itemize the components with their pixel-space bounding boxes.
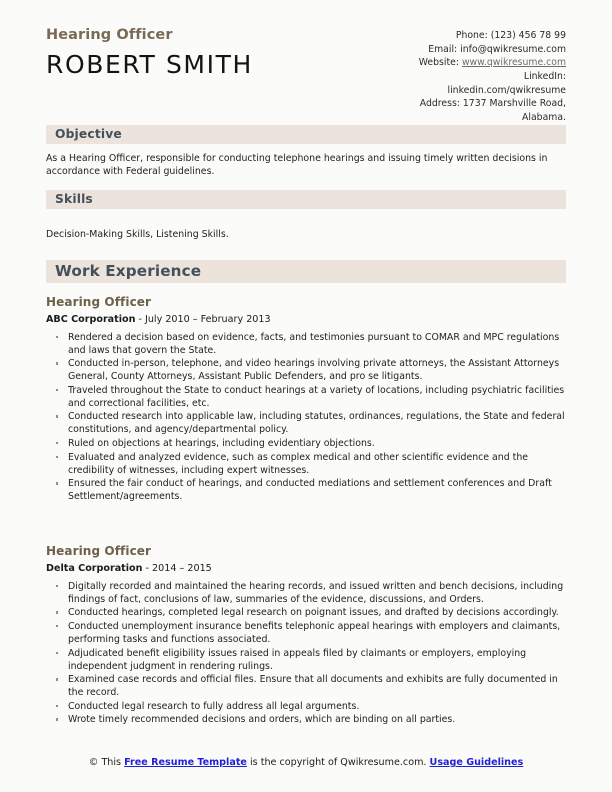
skills-text: Decision-Making Skills, Listening Skills. (46, 228, 229, 240)
job-bullet: Conducted research into applicable law, including statutes, ordinances, regulations, the State and federal constitutions, and agency/departmental policy. (46, 410, 566, 436)
job-title: Hearing Officer (46, 543, 152, 558)
job-bullet: Ruled on objections at hearings, including evidentiary objections. (46, 437, 566, 450)
contact-email: Email: info@qwikresume.com (428, 43, 566, 55)
job-dates: - 2014 – 2015 (142, 562, 212, 574)
footer-copyright-symbol: © (88, 757, 99, 769)
job-bullet: Conducted unemployment insurance benefits telephonic appeal hearings with employers and claimants, performing tasks and functions associated. (46, 620, 566, 646)
contact-address-line1: Address: 1737 Marshville Road, (419, 98, 566, 110)
contact-linkedin-value: linkedin.com/qwikresume (447, 84, 566, 96)
contact-website (419, 56, 566, 70)
footer-text-middle: is the copyright of Qwikresume.com. (249, 757, 427, 769)
contact-linkedin-label: LinkedIn: (523, 70, 566, 82)
job-company: Delta Corporation (46, 562, 143, 574)
job-bullet: Traveled throughout the State to conduct hearings at a variety of locations, including psychiatric facilities and correctional facilities, etc. (46, 384, 566, 410)
section-header-skills (46, 190, 566, 209)
website-link[interactable]: www.qwikresume.com (461, 57, 566, 69)
job-bullet: Evaluated and analyzed evidence, such as complex medical and other scientific evidence and the credibility of witnesses, including expert witnesses. (46, 451, 566, 477)
job-entry (46, 283, 566, 504)
job-bullet-list (46, 331, 566, 504)
contact-website-label: Website: (418, 57, 459, 69)
job-bullet: Examined case records and official files. Ensure that all documents and exhibits are fully documented in the record. (46, 673, 566, 699)
job-dates: - July 2010 – February 2013 (135, 313, 271, 325)
candidate-name: ROBERT SMITH (46, 49, 253, 79)
resume-header (0, 0, 612, 125)
section-header-objective (46, 125, 566, 144)
job-company-line (46, 563, 566, 574)
contact-block (419, 26, 566, 125)
job-bullet: Digitally recorded and maintained the hearing records, and issued written and bench decisions, including findings of fact, conclusions of law, summaries of the evidence, discussions, and Orders. (46, 580, 566, 606)
job-bullet: Rendered a decision based on evidence, facts, and testimonies pursuant to COMAR and MPC regulations and laws that govern the State. (46, 331, 566, 357)
header-identity (46, 26, 253, 78)
free-resume-template-link[interactable]: Free Resume Template (124, 757, 247, 769)
job-bullet: Conducted legal research to fully address all legal arguments. (46, 700, 566, 713)
job-bullet: Wrote timely recommended decisions and orders, which are binding on all parties. (46, 713, 566, 726)
job-bullet: Conducted in-person, telephone, and video hearings involving private attorneys, the Assistant Attorneys General, County Attorneys, Assistant Public Defenders, and pro se litigants. (46, 357, 566, 383)
footer-text-before: This (101, 757, 122, 769)
usage-guidelines-link[interactable]: Usage Guidelines (429, 757, 524, 769)
section-title-skills: Skills (55, 192, 93, 207)
job-title: Hearing Officer (46, 294, 152, 309)
job-entry (46, 504, 566, 727)
section-header-work-experience (46, 260, 566, 283)
job-company: ABC Corporation (46, 313, 136, 325)
section-title-objective: Objective (55, 127, 122, 142)
job-bullet: Ensured the fair conduct of hearings, and conducted mediations and settlement conferences and Draft Settlement/agreements. (46, 477, 566, 503)
job-bullet-list (46, 580, 566, 727)
header-job-role: Hearing Officer (46, 27, 173, 43)
objective-text: As a Hearing Officer, responsible for conducting telephone hearings and issuing timely written decisions in accordance with Federal guidelines. (46, 152, 548, 177)
footer (0, 756, 612, 770)
section-title-work-experience: Work Experience (55, 262, 202, 280)
contact-phone: Phone: (123) 456 78 99 (455, 30, 566, 41)
job-bullet: Conducted hearings, completed legal research on poignant issues, and drafted by decisions accordingly. (46, 606, 566, 619)
job-company-line (46, 314, 566, 325)
contact-address-line2: Alabama. (522, 111, 566, 123)
job-bullet: Adjudicated benefit eligibility issues raised in appeals filed by claimants or employers, employing independent judgment in rendering rulings. (46, 647, 566, 673)
